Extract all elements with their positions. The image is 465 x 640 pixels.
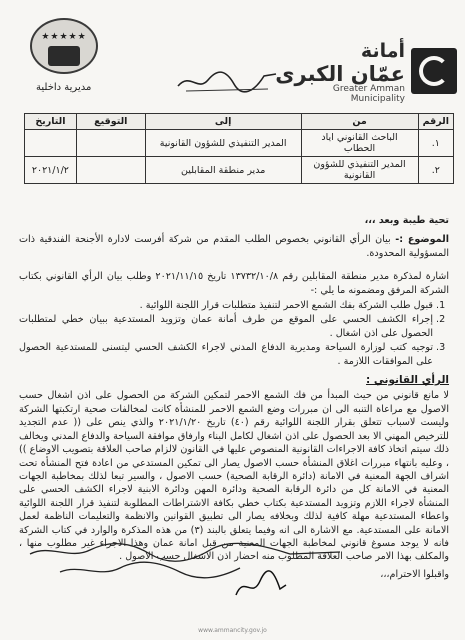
subject-label: الموضوع :- [395,234,449,246]
handwritten-annotation [20,538,350,598]
row-signature [76,130,145,157]
row-to: مدير منطقة المقابلين [145,157,301,184]
closing-line: واقبلوا الاحترام،،، [380,568,449,580]
row-number: ٢. [418,157,453,184]
subject-text: بيان الرأي القانوني بخصوص الطلب المقدم من شركة أفرست لادارة الأجنحة الفندقية ذات المسؤولية المحدودة. [19,234,449,259]
row-signature [76,157,145,184]
seal-caption: مديرية داخلية [36,82,92,93]
gam-logo [275,34,457,104]
letter-body [19,214,449,581]
intro-paragraph: اشارة لمذكرة مدير منطقة المقابلين رقم ١٣٧٣٢/١٠/٨ تاريخ ٢٠٢١/١١/١٥ وطلب بيان الرأي القانوني بكتاب الشركة المرفق ومضمونه ما يلي :- [19,271,449,296]
gam-logo-icon [411,48,457,94]
col-header-to: إلى [145,114,301,130]
row-from: المدير التنفيذي للشؤون القانونية [301,157,418,184]
col-header-date: التاريخ [25,114,77,130]
list-item: 1. قبول طلب الشركة بفك الشمع الاحمر لتنفيذ متطلبات قرار اللجنة اللوائية . [19,299,433,312]
row-to: المدير التنفيذي للشؤون القانونية [145,130,301,157]
row-from: الباحث القانوني اياد الحطاب [301,130,418,157]
request-list [19,299,449,368]
subject-line [19,233,449,260]
routing-table [24,113,454,184]
table-row [25,130,454,157]
handwritten-reference-number [172,66,282,96]
letterhead [0,0,465,105]
stars-icon: ★★★★★ [41,32,87,42]
signature [230,565,290,605]
section-title: الرأي القانوني : [366,374,449,387]
legal-opinion-paragraph: لا مانع قانوني من حيث المبدأ من فك الشمع الاحمر لتمكين الشركة من الحصول على اذن اشغال حسب الاصول مع مراعاة التنبه الى ان مبررات وضع الشمع الاحمر للمنشأة كانت لمخالفات صحية ارتكبتها الشركة وليست لاسباب تتعلق بقرار اللجنة اللوائية رقم (٤٠) تاريخ ٢٠٢١/١/٢٠ والذي ينص على (( عدم التجديد للترخيص المهني الا بعد الحصول على اذن اشغال لكامل البناء وارفاق موافقة السياحة والدفاع المدني ويخالف ذلك سيتم اتخاذ كافة الاجراءات القانونية المنصوص عليها في القانون لالزام صاحب العلاقة بتصويب الاوضاع )) ، وعليه بانتهاء مبررات اغلاق المنشأة حسب الاصول يصار الى تمكين المستدعي من اعادة فتح المنشأة تحت اشراف الجهة المعنية في الامانة (دائرة الرقابة الصحية) حسب الاصول ، والسير تبعا لذلك بمخاطبة الجهات المعنية في الامانة كل من دائرة الرقابة الصحية ودائرة المهن ودائرة الابنية لاجراء الكشف الحسي على المنشأة لاجراء اللازم وتزويد المستدعية بكتاب خطي بكافة الاشتراطات المطلوبة لتنفيذ قرار اللجنة اللوائية واعطاء المستدعية مهلة كافية لذلك وبخلافه يصار الى تطبيق القوانين والانظمة والتعليمات الناظمة لعمل الامانة على المستدعية. مع الاشارة الى انه وفيما يتعلق بالبند (٣) من هذه المذكرة والوارد في كتاب الشركة فانه لا يوجد مسوغ قانوني لمخاطبة الجهات المعنية من قبل امانة عمان وهذا الاجراء غير مطلوب منها ، والمكلف بهذا الامر صاحب العلاقة المطلوب منه احضار اذن الاشغال حسب الاصول . [19,390,450,563]
emblem-seal-icon [30,18,98,74]
list-item: 3. توجيه كتب لوزارة السياحة ومديرية الدفاع المدني لاجراء الكشف الحسي ليتسنى للمستدعية الحصول على الموافقات اللازمة . [19,341,433,368]
list-item: 2. إجراء الكشف الحسي على الموقع من طرف أمانة عمان وتزويد المستدعية ببيان خطي لمتطلبات الحصول على اذن اشغال . [19,313,433,340]
emblem-shape [48,46,80,66]
logo-title-line1: أمانة [360,40,405,62]
row-date [25,130,77,157]
row-number: ١. [418,130,453,157]
col-header-signature: التوقيع [76,114,145,130]
table-row [25,157,454,184]
footer-url: www.ammancity.gov.jo [198,627,267,634]
logo-title-line2: عمّان الكبرى [275,62,405,86]
logo-subtitle: Greater Amman Municipality [332,84,405,104]
row-date: ٢٠٢١/١/٢ [25,157,77,184]
greeting: تحية طيبة وبعد ،،، [364,215,449,226]
col-header-number: الرقم [418,114,453,130]
col-header-from: من [301,114,418,130]
routing-table-header [25,114,454,130]
